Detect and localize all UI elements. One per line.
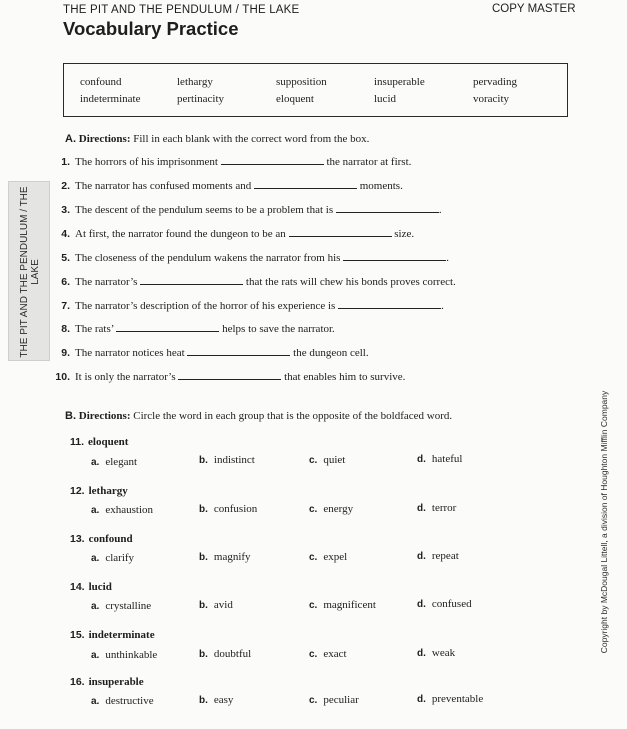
word-box-item: lethargy [177, 76, 213, 88]
word-box-item: lucid [374, 93, 396, 105]
boldfaced-word: eloquent [88, 436, 129, 448]
word-box-item: confound [80, 76, 122, 88]
antonym-question: 16. insuperable [70, 676, 144, 688]
answer-option[interactable]: d. hateful [417, 453, 463, 465]
answer-option[interactable]: b. doubtful [199, 648, 252, 660]
antonym-question: 11. eloquent [70, 436, 129, 448]
answer-option[interactable]: c. peculiar [309, 694, 359, 706]
boldfaced-word: indeterminate [88, 629, 155, 641]
answer-blank[interactable] [289, 227, 392, 237]
fill-in-question: 7. The narrator’s description of the horror of his experience is . [61, 300, 444, 312]
answer-option[interactable]: c. expel [309, 551, 348, 563]
answer-blank[interactable] [187, 346, 290, 356]
answer-option[interactable]: c. energy [309, 503, 354, 515]
answer-option[interactable]: b. magnify [199, 551, 251, 563]
word-box-item: indeterminate [80, 93, 141, 105]
answer-option[interactable]: c. exact [309, 648, 347, 660]
answer-option[interactable]: a. exhaustion [91, 504, 154, 516]
answer-option[interactable]: d. terror [417, 502, 457, 514]
boldfaced-word: confound [88, 533, 133, 545]
antonym-question: 14. lucid [70, 581, 112, 593]
answer-option[interactable]: b. easy [199, 694, 234, 706]
answer-option[interactable]: a. clarify [91, 552, 135, 564]
fill-in-question: 10. It is only the narrator’s that enables him to survive. [55, 371, 406, 383]
answer-option[interactable]: d. preventable [417, 693, 484, 705]
worksheet-header: THE PIT AND THE PENDULUM / THE LAKE [63, 4, 300, 16]
copyright-notice: Copyright by McDougal Littell, a division of Houghton Mifflin Company [599, 390, 609, 654]
word-box-item: voracity [473, 93, 510, 105]
antonym-question: 12. lethargy [70, 485, 128, 497]
answer-blank[interactable] [343, 251, 446, 261]
answer-blank[interactable] [116, 322, 219, 332]
answer-option[interactable]: b. confusion [199, 503, 258, 515]
section-a-directions [65, 133, 369, 145]
answer-option[interactable]: c. quiet [309, 454, 346, 466]
answer-blank[interactable] [140, 275, 243, 285]
word-box-item: pervading [473, 76, 517, 88]
fill-in-question: 1. The horrors of his imprisonment the narrator at first. [61, 156, 412, 168]
answer-option[interactable]: a. unthinkable [91, 649, 158, 661]
boldfaced-word: lucid [88, 581, 112, 593]
side-tab-label: THE PIT AND THE PENDULUM / THE LAKE [19, 186, 41, 358]
word-box-item: supposition [276, 76, 327, 88]
answer-option[interactable]: d. repeat [417, 550, 459, 562]
antonym-question: 13. confound [70, 533, 133, 545]
answer-option[interactable]: a. elegant [91, 456, 138, 468]
word-box-item: pertinacity [177, 93, 225, 105]
answer-blank[interactable] [221, 155, 324, 165]
boldfaced-word: insuperable [88, 676, 144, 688]
answer-option[interactable]: a. destructive [91, 695, 154, 707]
page-title: Vocabulary Practice [63, 18, 239, 39]
directions-text: Fill in each blank with the correct word from the box. [133, 133, 370, 145]
fill-in-question: 4. At first, the narrator found the dungeon to be an size. [61, 228, 415, 240]
answer-blank[interactable] [178, 370, 281, 380]
word-box-item: eloquent [276, 93, 314, 105]
directions-label: Directions: [78, 410, 131, 422]
directions-label: Directions: [78, 133, 131, 145]
fill-in-question: 6. The narrator’s that the rats will chew his bonds proves correct. [61, 276, 456, 288]
answer-option[interactable]: b. indistinct [199, 454, 255, 466]
fill-in-question: 5. The closeness of the pendulum wakens the narrator from his . [61, 252, 449, 264]
word-box [63, 63, 568, 117]
section-b-directions [65, 410, 452, 422]
answer-option[interactable]: b. avid [199, 599, 233, 611]
fill-in-question: 9. The narrator notices heat the dungeon cell. [61, 347, 369, 359]
section-b-letter: B. [65, 410, 76, 422]
directions-text: Circle the word in each group that is the opposite of the boldfaced word. [133, 410, 453, 422]
boldfaced-word: lethargy [88, 485, 128, 497]
answer-option[interactable]: d. confused [417, 598, 472, 610]
answer-option[interactable]: d. weak [417, 647, 456, 659]
answer-blank[interactable] [338, 299, 441, 309]
side-tab [8, 181, 50, 361]
fill-in-question: 8. The rats’ helps to save the narrator. [61, 323, 335, 335]
answer-option[interactable]: c. magnificent [309, 599, 376, 611]
answer-option[interactable]: a. crystalline [91, 600, 152, 612]
answer-blank[interactable] [336, 203, 439, 213]
antonym-question: 15. indeterminate [70, 629, 155, 641]
answer-blank[interactable] [254, 179, 357, 189]
section-a-letter: A. [65, 133, 76, 145]
copy-master-label: COPY MASTER [492, 3, 576, 15]
fill-in-question: 2. The narrator has confused moments and moments. [61, 180, 403, 192]
fill-in-question: 3. The descent of the pendulum seems to be a problem that is . [61, 204, 442, 216]
word-box-item: insuperable [374, 76, 425, 88]
